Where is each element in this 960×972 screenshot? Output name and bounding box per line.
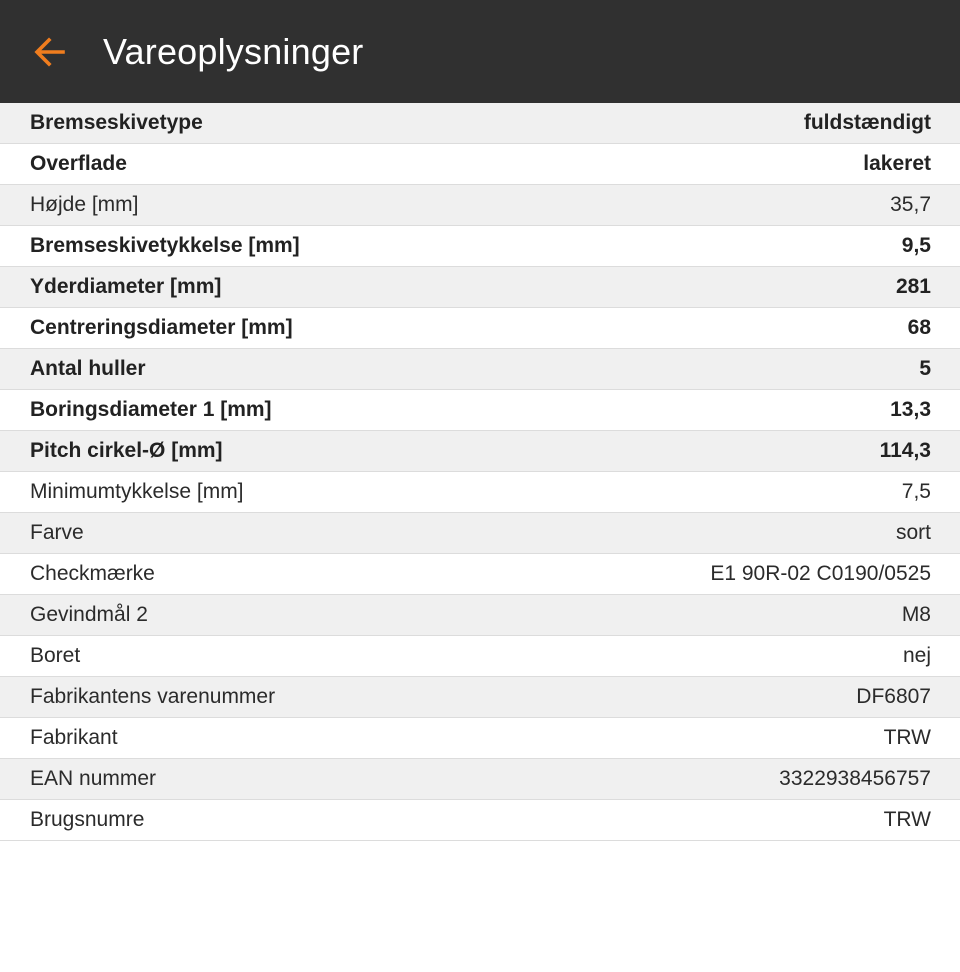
- row-value: TRW: [883, 808, 931, 831]
- row-label: Overflade: [30, 152, 127, 175]
- row-label: Gevindmål 2: [30, 603, 148, 626]
- row-label: Brugsnumre: [30, 808, 145, 831]
- row-label: Antal huller: [30, 357, 146, 380]
- row-value: fuldstændigt: [803, 111, 931, 134]
- row-label: Højde [mm]: [30, 193, 139, 216]
- row-value: 114,3: [879, 439, 931, 462]
- row-value: 9,5: [901, 234, 931, 257]
- table-row: [0, 718, 960, 759]
- table-row: [0, 349, 960, 390]
- table-row: [0, 226, 960, 267]
- row-value: TRW: [883, 726, 931, 749]
- table-row: [0, 390, 960, 431]
- app-bar: [0, 0, 960, 103]
- table-row: [0, 431, 960, 472]
- row-value: 13,3: [890, 398, 931, 421]
- row-value: DF6807: [856, 685, 931, 708]
- row-value: M8: [901, 603, 931, 626]
- row-label: Checkmærke: [30, 562, 155, 585]
- row-label: Bremseskivetykkelse [mm]: [30, 234, 300, 257]
- row-value: 281: [895, 275, 931, 298]
- row-label: Centreringsdiameter [mm]: [30, 316, 293, 339]
- table-row: [0, 185, 960, 226]
- table-row: [0, 472, 960, 513]
- product-details-list: [0, 103, 960, 841]
- row-value: nej: [902, 644, 931, 667]
- table-row: [0, 759, 960, 800]
- row-label: Minimumtykkelse [mm]: [30, 480, 244, 503]
- row-value: 7,5: [901, 480, 931, 503]
- row-value: lakeret: [863, 152, 931, 175]
- table-row: [0, 636, 960, 677]
- row-value: E1 90R-02 C0190/0525: [710, 562, 931, 585]
- row-label: Fabrikant: [30, 726, 118, 749]
- row-label: EAN nummer: [30, 767, 157, 790]
- row-value: sort: [895, 521, 931, 544]
- row-label: Boret: [30, 644, 81, 667]
- row-label: Pitch cirkel-Ø [mm]: [30, 439, 223, 462]
- table-row: [0, 595, 960, 636]
- table-row: [0, 554, 960, 595]
- row-label: Fabrikantens varenummer: [30, 685, 276, 708]
- table-row: [0, 267, 960, 308]
- row-value: 35,7: [890, 193, 931, 216]
- table-row: [0, 144, 960, 185]
- table-row: [0, 308, 960, 349]
- page-title: Vareoplysninger: [103, 31, 364, 72]
- row-label: Boringsdiameter 1 [mm]: [30, 398, 272, 421]
- row-label: Yderdiameter [mm]: [30, 275, 222, 298]
- table-row: [0, 800, 960, 841]
- table-row: [0, 513, 960, 554]
- row-value: 3322938456757: [779, 767, 931, 790]
- row-value: 68: [907, 316, 931, 339]
- back-button[interactable]: [24, 26, 76, 78]
- row-label: Bremseskivetype: [30, 111, 203, 134]
- row-label: Farve: [30, 521, 84, 544]
- table-row: [0, 677, 960, 718]
- table-row: [0, 103, 960, 144]
- arrow-left-icon: [33, 35, 67, 69]
- row-value: 5: [919, 357, 931, 380]
